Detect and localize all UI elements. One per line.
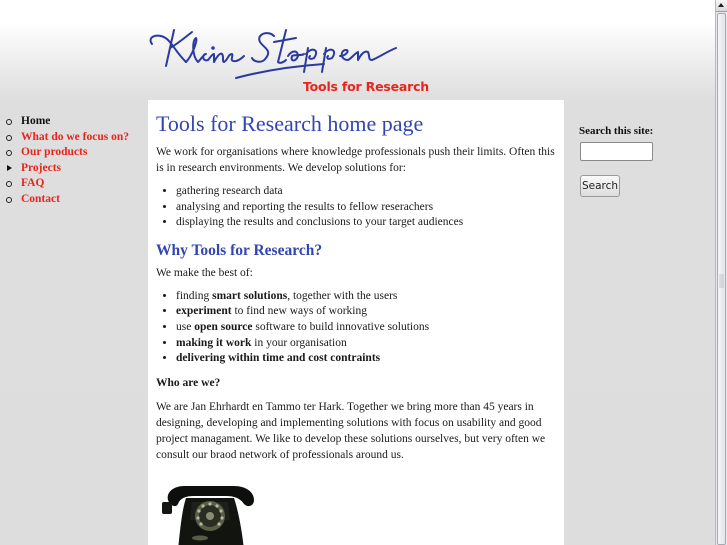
- solutions-list: [156, 184, 556, 231]
- nav-item-projects[interactable]: [6, 161, 129, 177]
- list-item: • use open source software to build innovative solutions: [176, 320, 556, 336]
- search-label: Search this site:: [579, 125, 654, 137]
- why-intro: We make the best of:: [156, 266, 253, 279]
- nav-link-contact[interactable]: Contact: [21, 192, 60, 205]
- nav-link-projects[interactable]: Projects: [21, 161, 62, 174]
- nav-item-faq[interactable]: [6, 176, 129, 192]
- main-navigation: [6, 114, 129, 208]
- nav-item-home[interactable]: [6, 114, 129, 130]
- page-title: Tools for Research home page: [156, 111, 424, 136]
- search-button[interactable]: Search: [580, 175, 620, 197]
- list-item: • finding smart solutions, together with the users: [176, 289, 556, 305]
- nav-link-home[interactable]: Home: [21, 115, 51, 127]
- scrollbar-thumb[interactable]: [717, 13, 726, 545]
- circle-bullet-icon: [6, 119, 12, 125]
- vertical-scrollbar[interactable]: [715, 0, 727, 545]
- nav-item-focus[interactable]: [6, 130, 129, 146]
- grip-icon: [719, 274, 724, 288]
- who-paragraph: We are Jan Ehrhardt en Tammo ter Hark. Together we bring more than 45 years in designing, developing and implementing solutions with focus on usability and good project managament. We like to develop these solutions ourselves, but very often we consult our braod network of professionals around us.: [156, 400, 546, 461]
- list-item: • gathering research data: [176, 184, 556, 200]
- list-item: • analysing and reporting the results to fellow reserachers: [176, 200, 556, 216]
- main-content: [148, 100, 564, 545]
- nav-link-faq[interactable]: FAQ: [21, 177, 45, 190]
- circle-bullet-icon: [6, 181, 12, 187]
- arrow-up-icon[interactable]: [716, 0, 727, 12]
- nav-item-products[interactable]: [6, 145, 129, 161]
- circle-bullet-icon: [6, 135, 12, 141]
- nav-item-contact[interactable]: [6, 192, 129, 208]
- circle-bullet-icon: [6, 197, 12, 203]
- why-heading: Why Tools for Research?: [156, 241, 323, 259]
- nav-link-products[interactable]: Our products: [21, 146, 88, 159]
- intro-paragraph: We work for organisations where knowledge professionals push their limits. Often this is in research environments. We develop solutions for:: [156, 146, 555, 174]
- search-form: [579, 125, 653, 197]
- expand-triangle-icon[interactable]: [7, 165, 12, 171]
- list-item: • displaying the results and conclusions to your target audiences: [176, 215, 556, 231]
- list-item: • delivering within time and cost contraints: [176, 351, 556, 367]
- telephone-image: [160, 480, 260, 545]
- nav-link-focus[interactable]: What do we focus on?: [21, 130, 129, 143]
- list-item: • experiment to find new ways of working: [176, 304, 556, 320]
- search-input[interactable]: [580, 142, 653, 161]
- circle-bullet-icon: [6, 150, 12, 156]
- who-heading: Who are we?: [156, 376, 221, 389]
- why-list: [156, 289, 556, 367]
- site-logo[interactable]: [146, 26, 429, 98]
- logo-tagline: Tools for Research: [303, 79, 429, 94]
- kleine-stappen-signature-icon: [146, 26, 418, 81]
- list-item: • making it work in your organisation: [176, 336, 556, 352]
